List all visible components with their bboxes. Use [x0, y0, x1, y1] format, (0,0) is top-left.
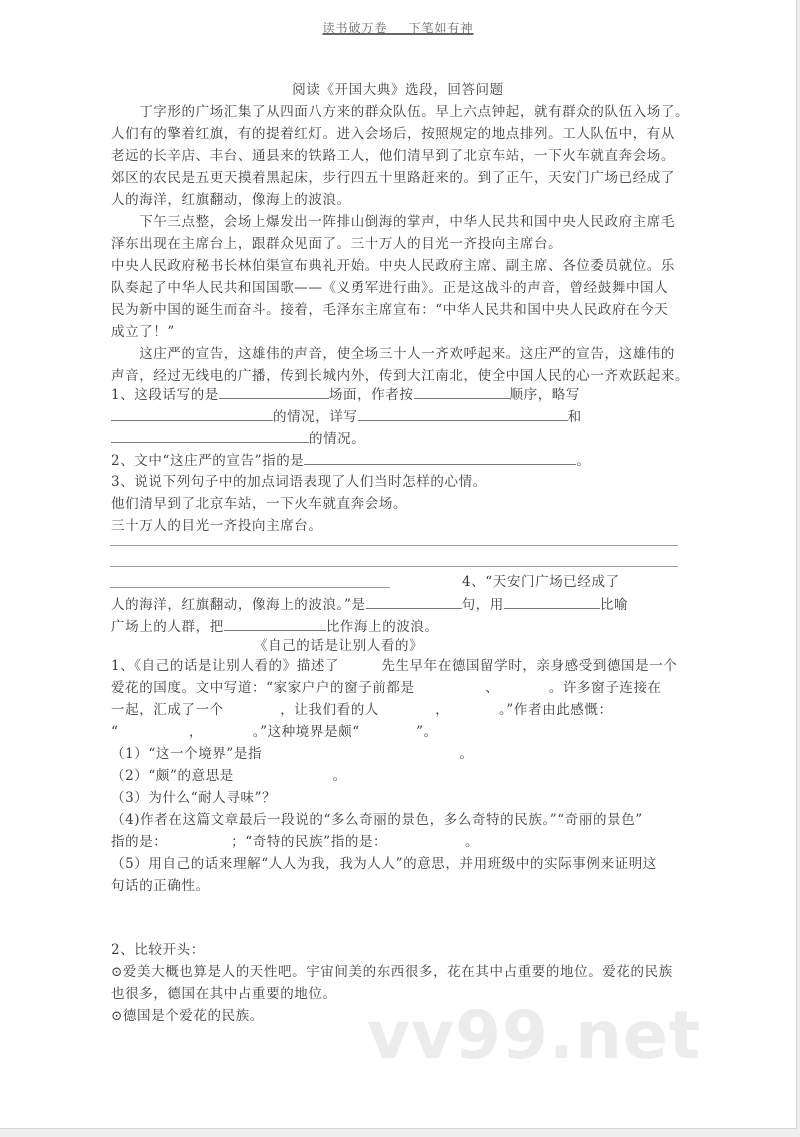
passage-line: 人们有的擎着红旗，有的提着红灯。进入会场后，按照规定的地点排列。工人队伍中，有从 — [111, 126, 675, 142]
q4-text-f: 比作海上的波浪。 — [325, 619, 439, 635]
answer-line[interactable] — [110, 587, 390, 588]
q4-blank-type[interactable] — [366, 594, 462, 609]
header-motto: 读书破万卷___下笔如有神 — [322, 21, 474, 35]
q1-text-d: 的情况，详写 — [273, 409, 358, 425]
passage-line: 老远的长辛店、丰台、通县来的铁路工人，他们清早到了北京车站，一下火车就直奔会场。 — [111, 148, 675, 164]
compare-option: ⊙德国是个爱花的民族。 — [111, 1008, 264, 1024]
q1-blank-scene[interactable] — [219, 384, 329, 399]
q4-blank-metaphor[interactable] — [504, 594, 600, 609]
watermark: vv99.net — [367, 997, 702, 1074]
q1-text-b: 场面，作者按 — [328, 387, 414, 403]
passage-line: 成立了！” — [111, 324, 175, 340]
question-3-sentence-1: 他们清早到了北京车站，一下火车就直奔会场。 — [111, 496, 408, 512]
s2-sub-question: （5）用自己的话来理解“人人为我，我为人人”的意思，并用班级中的实际事例来证明这 — [111, 856, 657, 872]
question-4: 4、“天安门广场已经成了 — [462, 574, 620, 590]
s2-sub-question: （4)作者在这篇文章最后一段说的“多么奇丽的景色，多么奇特的民族。”“奇丽的景色” — [111, 812, 643, 828]
passage-line: 泽东出现在主席台上，跟群众见面了。三十万人的目光一齐投向主席台。 — [111, 236, 563, 252]
q4-blank-compare[interactable] — [224, 616, 326, 631]
s2-question-1: 1、《自己的话是让别人看的》描述了 先生早年在德国留学时，亲身感受到德国是一个 — [111, 658, 678, 674]
q4-text-d: 比喻 — [599, 597, 629, 613]
question-3-sentence-2: 三十万人的目光一齐投向主席台。 — [111, 518, 323, 534]
question-1 — [111, 384, 580, 405]
q4-text-c: 句，用 — [461, 597, 504, 613]
s2-question-1: “ ， 。”这种境界是颇“ ”。 — [111, 724, 438, 740]
q1-blank-detail2[interactable] — [111, 428, 309, 443]
q1-blank-brief[interactable] — [111, 406, 273, 421]
question-4-line2 — [111, 594, 628, 615]
passage-line: 人的海洋，红旗翻动，像海上的波浪。 — [111, 192, 351, 208]
answer-line[interactable] — [110, 545, 678, 546]
answer-line[interactable] — [110, 566, 678, 567]
compare-option: 也很多，德国在其中占重要的地位。 — [111, 986, 337, 1002]
s2-sub-question: （1）“这一个境界”是指 。 — [111, 746, 474, 762]
q4-text-e: 广场上的人群，把 — [111, 619, 224, 635]
page-header — [0, 19, 796, 36]
q1-blank-detail1[interactable] — [358, 406, 568, 421]
q1-text-a: 1、这段话写的是 — [111, 387, 219, 403]
q1-text-c: 顺序，略写 — [509, 387, 580, 403]
passage-line: 中央人民政府秘书长林伯渠宣布典礼开始。中央人民政府主席、副主席、各位委员就位。乐 — [111, 258, 675, 274]
s2-sub-question: （2）“颇”的意思是 。 — [111, 768, 347, 784]
q4-text-b: 人的海洋，红旗翻动，像海上的波浪。”是 — [111, 597, 366, 613]
passage-line: 声音，经过无线电的广播，传到长城内外，传到大江南北，使全中国人民的心一齐欢跃起来。 — [111, 368, 690, 384]
section1-title: 阅读《开国大典》选段，回答问题 — [292, 82, 504, 98]
passage-line: 下午三点整，会场上爆发出一阵排山倒海的掌声，中华人民共和国中央人民政府主席毛 — [111, 214, 675, 230]
q2-text: 2、文中“这庄严的宣告”指的是 — [111, 453, 305, 469]
q1-text-e: 和 — [567, 409, 582, 425]
passage-line: 队奏起了中华人民共和国国歌——《义勇军进行曲》。正是这战斗的声音，曾经鼓舞中国人 — [111, 280, 669, 296]
q2-blank[interactable] — [304, 450, 576, 465]
s2-sub-question: 句话的正确性。 — [111, 878, 210, 894]
passage-line: 这庄严的宣告，这雄伟的声音，使全场三十人一齐欢呼起来。这庄严的宣告，这雄伟的 — [111, 346, 675, 362]
s2-sub-question: 指的是： ；“奇特的民族”指的是： 。 — [111, 834, 480, 850]
passage-line: 丁字形的广场汇集了从四面八方来的群众队伍。早上六点钟起，就有群众的队伍入场了。 — [111, 104, 690, 120]
compare-option: ⊙爱美大概也算是人的天性吧。宇宙间美的东西很多，花在其中占重要的地位。爱花的民族 — [111, 964, 673, 980]
q1-blank-order[interactable] — [414, 384, 510, 399]
q2-end: 。 — [576, 453, 591, 469]
s2-question-1: 爱花的国度。文中写道：“家家户户的窗子前都是 、 。许多窗子连接在 — [111, 680, 662, 696]
q1-text-f: 的情况。 — [309, 431, 366, 447]
s2-question-2: 2、比较开头： — [111, 942, 205, 958]
question-3: 3、说说下列句子中的加点词语表现了人们当时怎样的心情。 — [111, 474, 487, 490]
question-2 — [111, 450, 591, 471]
passage-line: 民为新中国的诞生而奋斗。接着，毛泽东主席宣布：“中华人民共和国中央人民政府在今天 — [111, 302, 669, 318]
s2-sub-question: （3）为什么“耐人寻味”？ — [111, 790, 277, 806]
question-1-line3 — [111, 428, 365, 449]
section2-title: 《自己的话是让别人看的》 — [254, 638, 424, 654]
question-1-line2 — [111, 406, 582, 427]
s2-question-1: 一起，汇成了一个 ，让我们看的人 ， 。”作者由此感慨： — [111, 702, 613, 718]
question-4-line3 — [111, 616, 439, 637]
passage-line: 郊区的农民是五更天摸着黑起床，步行四五十里路赶来的。到了正午，天安门广场已经成了 — [111, 170, 675, 186]
